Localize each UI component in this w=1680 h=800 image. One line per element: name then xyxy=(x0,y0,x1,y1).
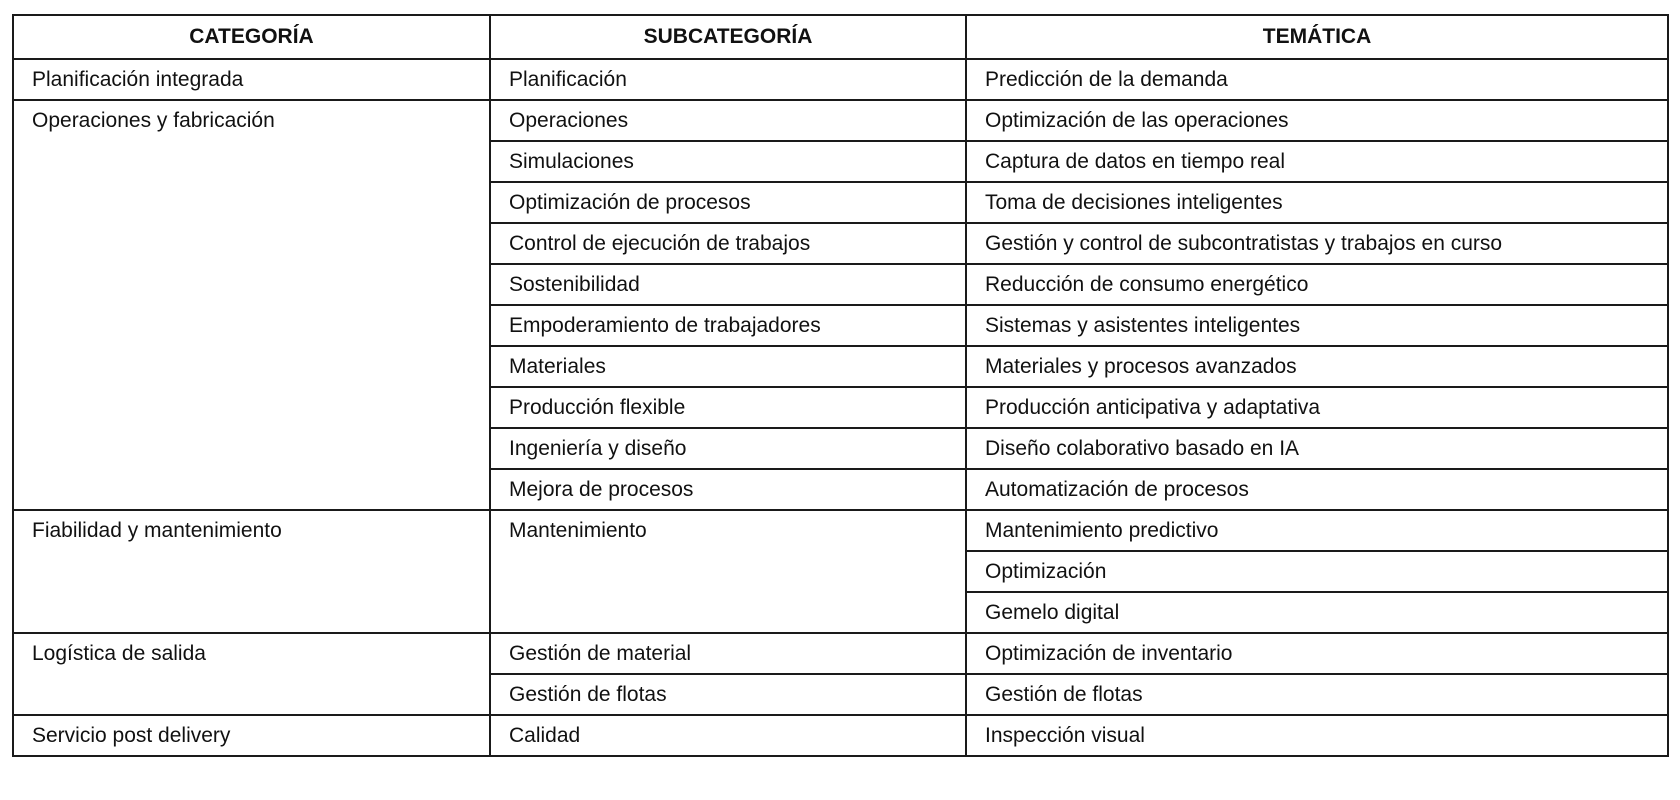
cell-tematica: Toma de decisiones inteligentes xyxy=(966,182,1668,223)
cell-categoria: Planificación integrada xyxy=(13,59,490,100)
column-header-tematica: TEMÁTICA xyxy=(966,15,1668,59)
cell-subcategoria: Calidad xyxy=(490,715,966,756)
cell-subcategoria: Empoderamiento de trabajadores xyxy=(490,305,966,346)
cell-categoria: Operaciones y fabricación xyxy=(13,100,490,510)
column-header-categoria: CATEGORÍA xyxy=(13,15,490,59)
categories-table xyxy=(12,14,1669,757)
cell-tematica: Gestión y control de subcontratistas y trabajos en curso xyxy=(966,223,1668,264)
cell-categoria: Servicio post delivery xyxy=(13,715,490,756)
cell-subcategoria: Gestión de material xyxy=(490,633,966,674)
cell-tematica: Optimización de inventario xyxy=(966,633,1668,674)
cell-tematica: Gestión de flotas xyxy=(966,674,1668,715)
cell-subcategoria: Operaciones xyxy=(490,100,966,141)
column-header-subcategoria: SUBCATEGORÍA xyxy=(490,15,966,59)
cell-subcategoria: Simulaciones xyxy=(490,141,966,182)
table-row xyxy=(13,100,1668,141)
table-row xyxy=(13,510,1668,551)
cell-tematica: Producción anticipativa y adaptativa xyxy=(966,387,1668,428)
cell-subcategoria: Gestión de flotas xyxy=(490,674,966,715)
cell-tematica: Gemelo digital xyxy=(966,592,1668,633)
cell-tematica: Predicción de la demanda xyxy=(966,59,1668,100)
cell-tematica: Inspección visual xyxy=(966,715,1668,756)
cell-tematica: Optimización xyxy=(966,551,1668,592)
cell-tematica: Captura de datos en tiempo real xyxy=(966,141,1668,182)
cell-subcategoria: Mejora de procesos xyxy=(490,469,966,510)
cell-subcategoria: Materiales xyxy=(490,346,966,387)
cell-tematica: Materiales y procesos avanzados xyxy=(966,346,1668,387)
table-row xyxy=(13,59,1668,100)
cell-subcategoria: Ingeniería y diseño xyxy=(490,428,966,469)
cell-tematica: Sistemas y asistentes inteligentes xyxy=(966,305,1668,346)
cell-tematica: Optimización de las operaciones xyxy=(966,100,1668,141)
table-container xyxy=(12,14,1669,757)
cell-tematica: Automatización de procesos xyxy=(966,469,1668,510)
cell-subcategoria: Control de ejecución de trabajos xyxy=(490,223,966,264)
cell-tematica: Reducción de consumo energético xyxy=(966,264,1668,305)
cell-tematica: Diseño colaborativo basado en IA xyxy=(966,428,1668,469)
cell-categoria: Logística de salida xyxy=(13,633,490,715)
cell-subcategoria: Mantenimiento xyxy=(490,510,966,633)
cell-subcategoria: Sostenibilidad xyxy=(490,264,966,305)
cell-categoria: Fiabilidad y mantenimiento xyxy=(13,510,490,633)
cell-subcategoria: Producción flexible xyxy=(490,387,966,428)
cell-subcategoria: Planificación xyxy=(490,59,966,100)
table-row xyxy=(13,633,1668,674)
table-row xyxy=(13,715,1668,756)
header-row xyxy=(13,15,1668,59)
cell-subcategoria: Optimización de procesos xyxy=(490,182,966,223)
cell-tematica: Mantenimiento predictivo xyxy=(966,510,1668,551)
